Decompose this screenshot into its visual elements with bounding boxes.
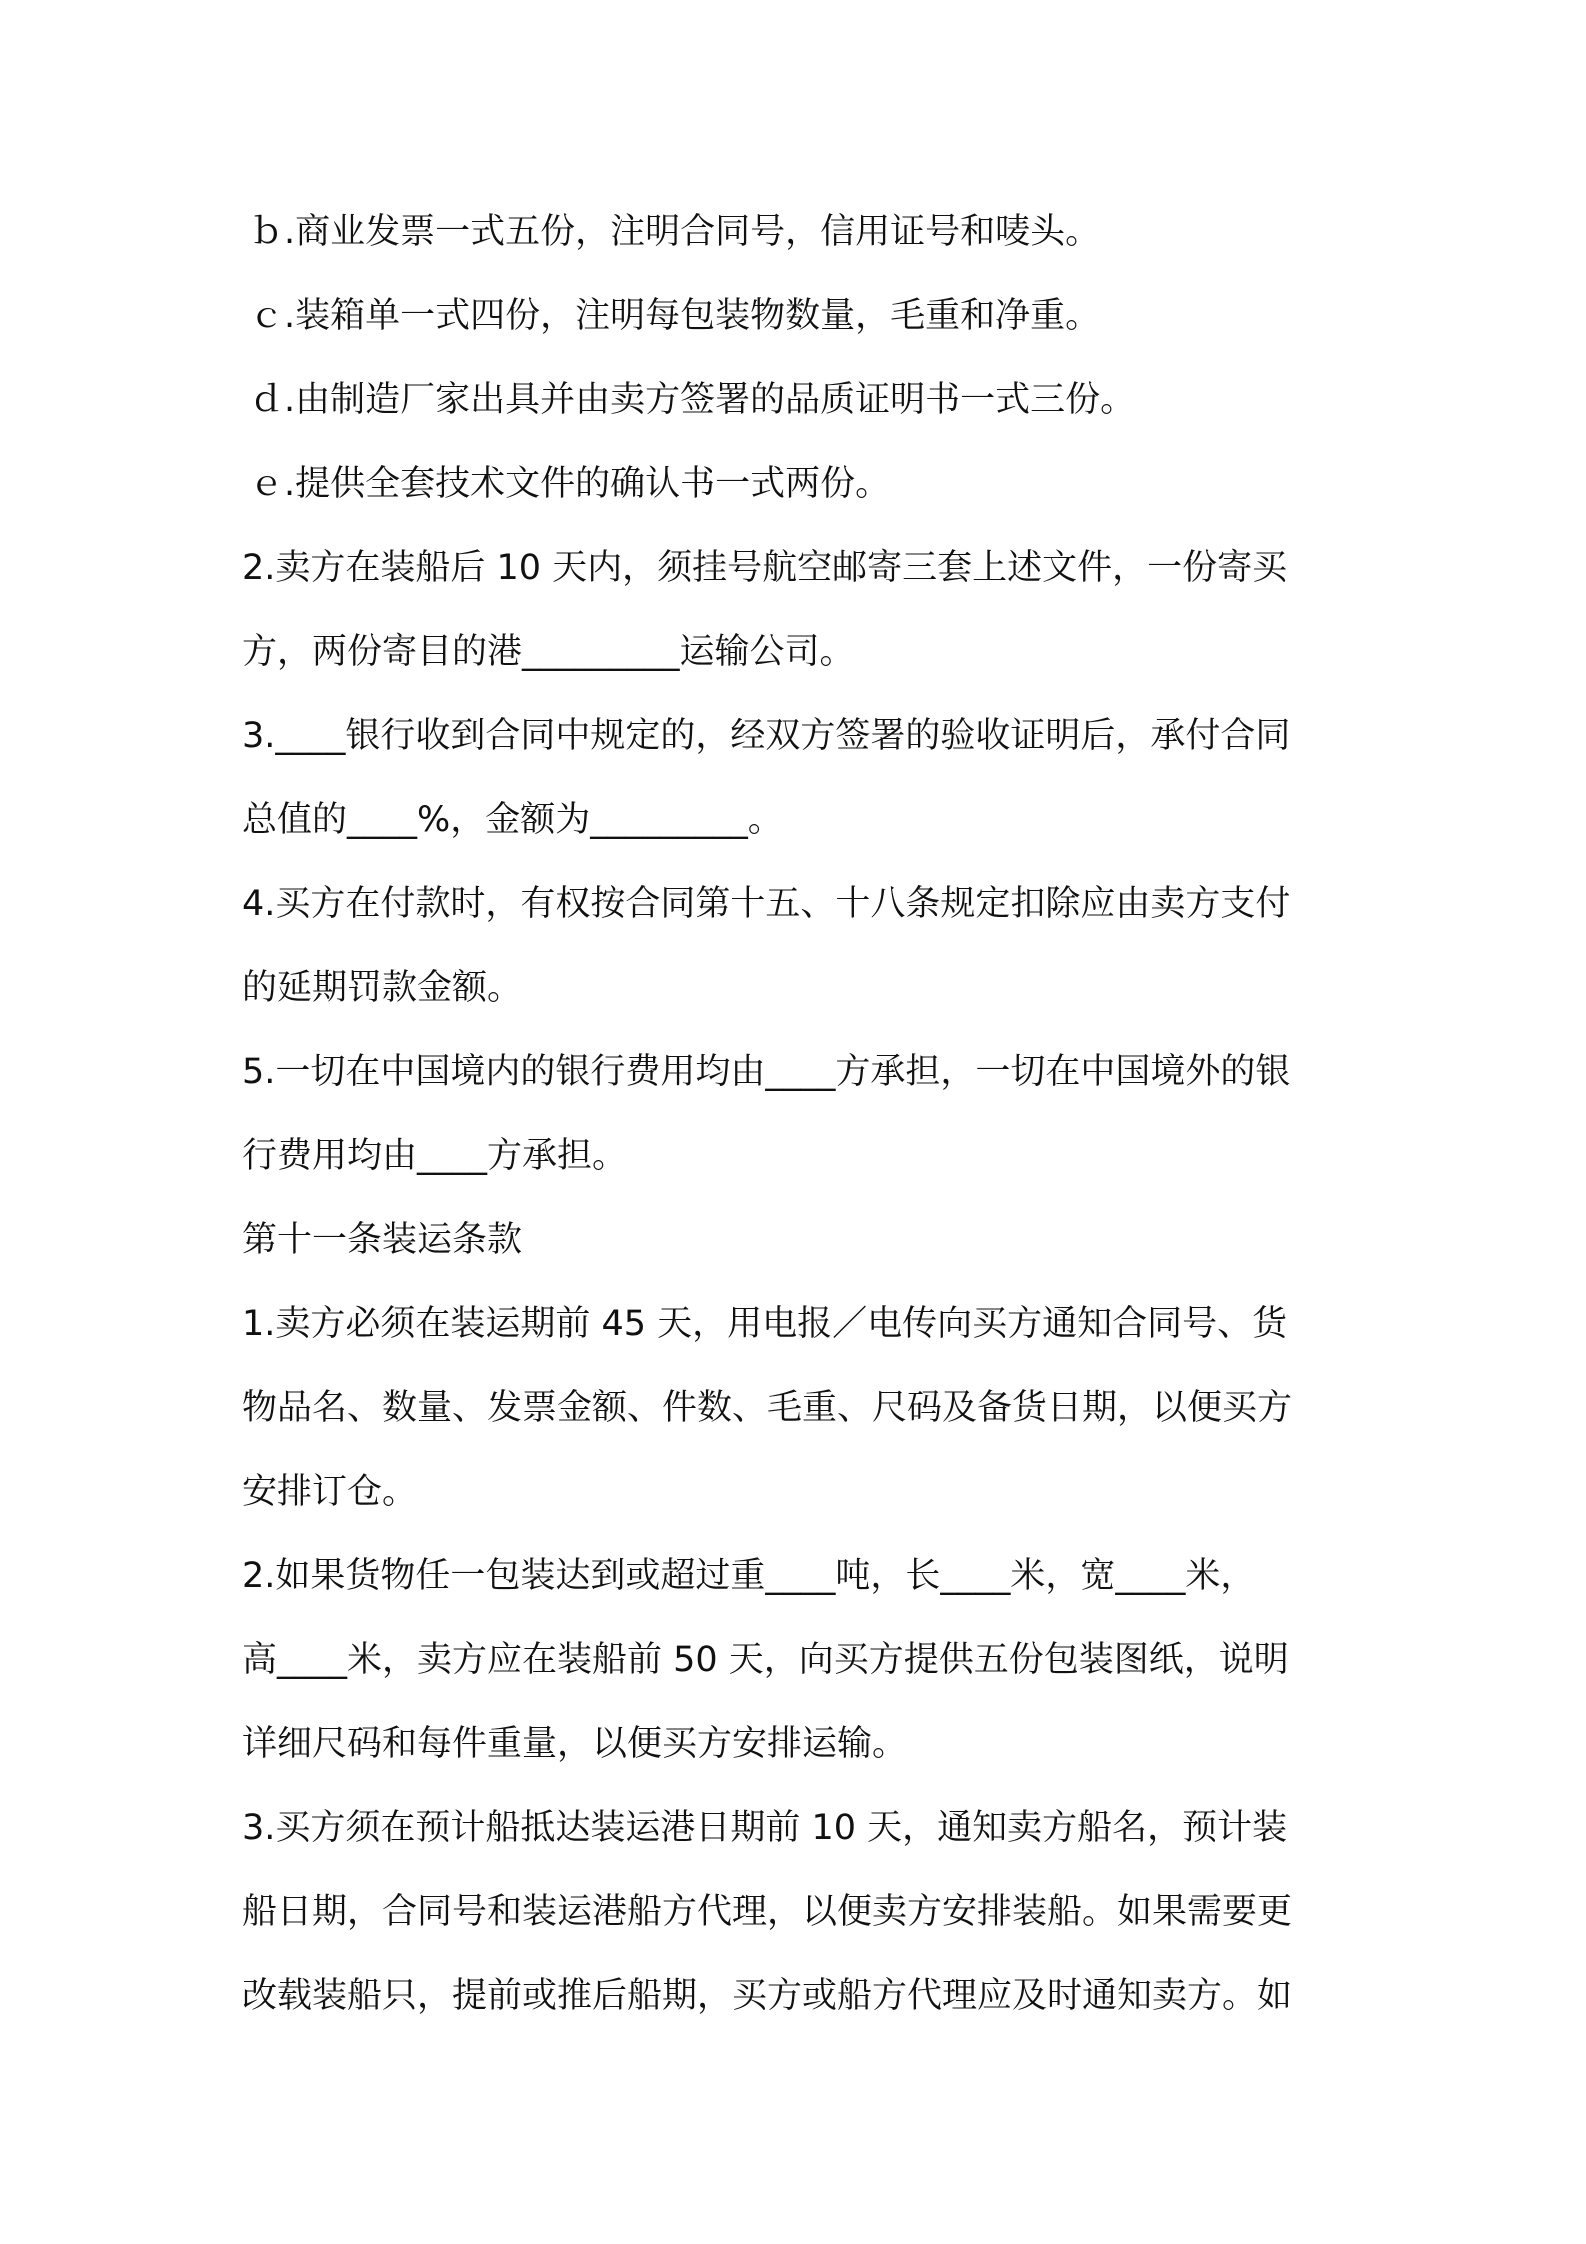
text-line-e-technical-docs: ｅ.提供全套技术文件的确认书一式两份。 [249, 464, 891, 504]
text-line: 改载装船只，提前或推后船期，买方或船方代理应及时通知卖方。如 [242, 1976, 1293, 2016]
text-line: 船日期，合同号和装运港船方代理，以便卖方安排装船。如果需要更 [242, 1892, 1293, 1932]
text-line: 3.买方须在预计船抵达装运港日期前 10 天，通知卖方船名，预计装 [242, 1808, 1288, 1848]
text-line: 5.一切在中国境内的银行费用均由____方承担，一切在中国境外的银 [242, 1052, 1291, 1092]
text-line: 物品名、数量、发票金额、件数、毛重、尺码及备货日期，以便买方 [242, 1388, 1293, 1428]
text-line-b-invoice: ｂ.商业发票一式五份，注明合同号，信用证号和唛头。 [249, 212, 1101, 252]
text-line-c-packing-list: ｃ.装箱单一式四份，注明每包装物数量，毛重和净重。 [249, 296, 1101, 336]
text-line: 的延期罚款金额。 [242, 968, 523, 1008]
text-line: 2.如果货物任一包装达到或超过重____吨，长____米，宽____米， [242, 1556, 1256, 1596]
text-line: 高____米，卖方应在装船前 50 天，向买方提供五份包装图纸，说明 [242, 1640, 1289, 1680]
document-page [242, 190, 1362, 2038]
text-line: 2.卖方在装船后 10 天内，须挂号航空邮寄三套上述文件，一份寄买 [242, 548, 1288, 588]
text-line-d-quality-certificate: ｄ.由制造厂家出具并由卖方签署的品质证明书一式三份。 [249, 380, 1136, 420]
text-line: 4.买方在付款时，有权按合同第十五、十八条规定扣除应由卖方支付 [242, 884, 1291, 924]
text-line: 详细尺码和每件重量，以便买方安排运输。 [242, 1724, 908, 1764]
text-line: 3.____银行收到合同中规定的，经双方签署的验收证明后，承付合同 [242, 716, 1291, 756]
text-line: 行费用均由____方承担。 [242, 1136, 628, 1176]
text-line: 总值的____%，金额为_________。 [242, 800, 783, 840]
text-line: 方，两份寄目的港_________运输公司。 [242, 632, 855, 672]
section-heading: 第十一条装运条款 [242, 1220, 523, 1260]
text-line: 安排订仓。 [242, 1472, 418, 1512]
text-line: 1.卖方必须在装运期前 45 天，用电报／电传向买方通知合同号、货 [242, 1304, 1288, 1344]
